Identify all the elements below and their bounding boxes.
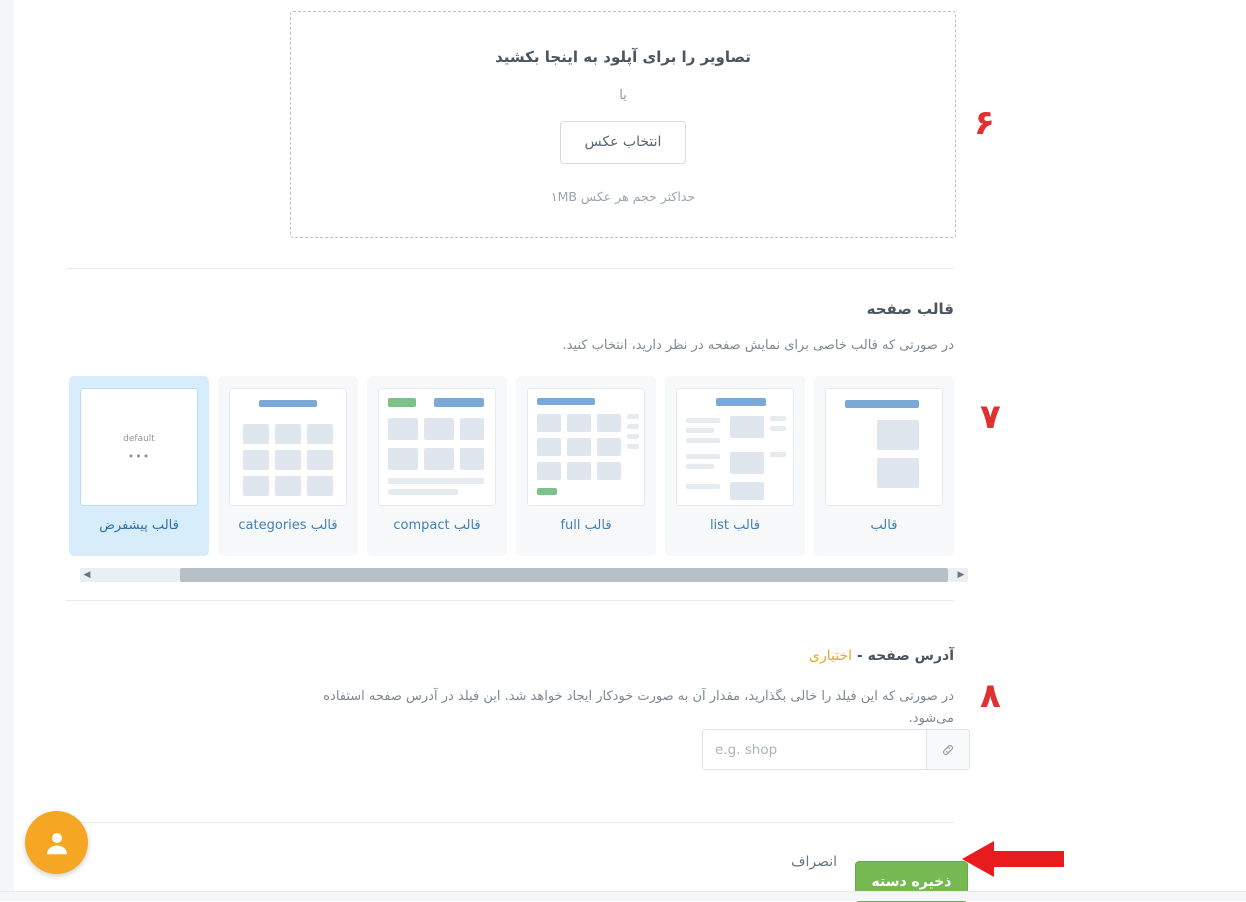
link-icon [926, 730, 969, 769]
user-avatar-icon [42, 828, 72, 858]
dropzone-title: تصاویر را برای آپلود به اینجا بکشید [495, 48, 751, 66]
step-number-7: ۷ [980, 397, 1001, 437]
template-thumb-default [80, 388, 198, 506]
divider-template [66, 600, 954, 601]
save-category-button[interactable]: ذخیره دسته [855, 861, 968, 902]
template-thumb-categories [229, 388, 347, 506]
step-number-8: ۸ [980, 676, 1001, 716]
user-avatar-fab[interactable] [25, 811, 88, 874]
template-section-subtitle: در صورتی که قالب خاصی برای نمایش صفحه در نظر دارید، انتخاب کنید. [562, 338, 954, 353]
divider-address [66, 822, 954, 823]
template-section-title: قالب صفحه [866, 300, 954, 318]
template-card-compact[interactable] [367, 376, 507, 556]
template-label-categories: قالب categories [238, 518, 338, 533]
template-card-default[interactable] [69, 376, 209, 556]
template-card-list[interactable] [665, 376, 805, 556]
cancel-button[interactable]: انصراف [790, 854, 838, 870]
left-rail [0, 0, 15, 901]
image-upload-dropzone[interactable] [290, 11, 956, 238]
step-number-6: ۶ [974, 103, 995, 143]
address-section-title [288, 648, 954, 664]
red-arrow-annotation [962, 838, 1064, 880]
template-label-default: قالب پیشفرض [99, 518, 179, 533]
template-label-partial: قالب [870, 518, 898, 533]
template-carousel-scrollbar[interactable] [80, 568, 968, 582]
page-address-input[interactable] [703, 730, 926, 769]
template-card-partial[interactable] [814, 376, 954, 556]
template-label-list: قالب list [709, 518, 761, 533]
template-card-categories[interactable] [218, 376, 358, 556]
template-thumb-default-dots: ••• [127, 450, 151, 463]
dropzone-size-hint: حداکثر حجم هر عکس ۱MB [550, 189, 696, 204]
template-thumb-list [676, 388, 794, 506]
template-card-full[interactable] [516, 376, 656, 556]
template-label-full: قالب full [560, 518, 612, 533]
template-thumb-full [527, 388, 645, 506]
template-carousel[interactable] [66, 376, 954, 556]
address-title-optional: اختیاری [809, 648, 853, 664]
dropzone-or-label: یا [619, 88, 627, 103]
page-body [14, 0, 1246, 901]
scroll-left-arrow-icon[interactable]: ◀ [80, 568, 94, 582]
template-thumb-partial [825, 388, 943, 506]
divider-upload [66, 268, 954, 269]
template-thumb-default-text: default [123, 434, 155, 444]
scrollbar-thumb[interactable] [180, 568, 948, 582]
address-input-group[interactable] [702, 729, 970, 770]
template-thumb-compact [378, 388, 496, 506]
template-label-compact: قالب compact [393, 518, 481, 533]
scroll-right-arrow-icon[interactable]: ▶ [954, 568, 968, 582]
address-title-text: آدرس صفحه - [852, 648, 954, 664]
bottom-strip [0, 891, 1246, 901]
template-carousel-row [69, 376, 954, 556]
choose-image-button[interactable]: انتخاب عکس [560, 121, 686, 164]
address-section-description: در صورتی که این فیلد را خالی بگذارید، مقدار آن به صورت خودکار ایجاد خواهد شد. این فیلد در آدرس صفحه استفاده می‌شود. [323, 689, 954, 727]
